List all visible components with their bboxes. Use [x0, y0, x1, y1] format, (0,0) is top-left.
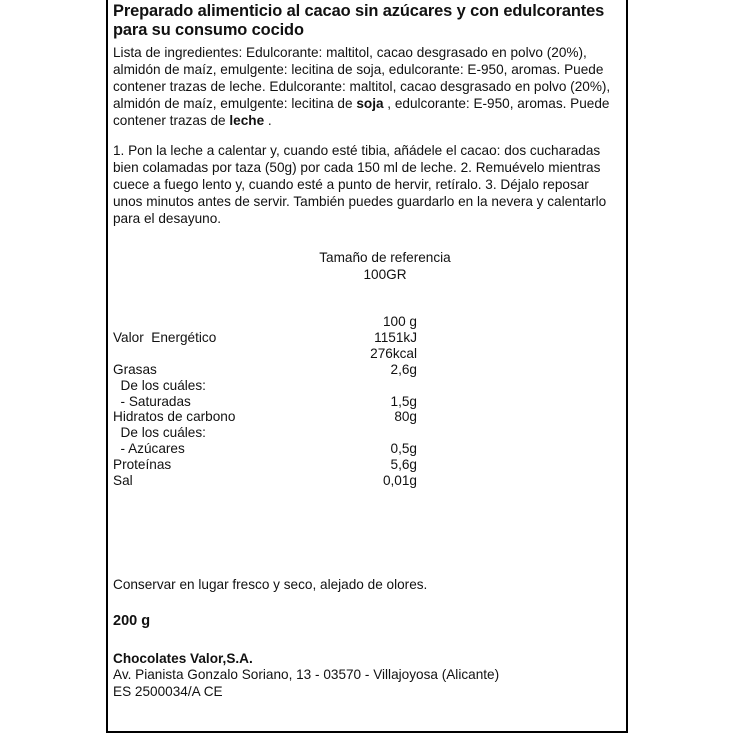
- reference-size-label: Tamaño de referencia: [319, 250, 451, 265]
- nutrition-row-label: Grasas: [113, 362, 157, 377]
- ingredients-text-1: Lista de ingredientes: Edulcorante: maltitol, cacao desgrasado en polvo (20%), almidón de maíz, emulgente: lecitina de soja, edulcorante: E-950, aromas. Puede contener trazas de leche. Edulcorante: maltitol, cacao desgrasado en polvo (20%), almidón de maíz, emulgente: lecitina de: [113, 45, 611, 111]
- storage-instructions: Conservar en lugar fresco y seco, alejado de olores.: [113, 577, 428, 592]
- net-weight: 200 g: [113, 613, 151, 629]
- nutrition-row-value: 80g: [394, 409, 417, 424]
- nutrition-row-value: 5,6g: [390, 457, 417, 472]
- per-100g-header: 100 g: [382, 314, 417, 329]
- ingredients-text-2: , edulcorante: E-950, aromas. Puede contener trazas de: [113, 96, 610, 128]
- nutrition-row-label: Valor Energético: [113, 330, 217, 345]
- nutrition-row-value: 1151kJ: [374, 330, 417, 345]
- nutrition-row-label: De los cuáles:: [113, 378, 206, 393]
- nutrition-row-value: 0,5g: [390, 441, 417, 456]
- nutrition-row-label: Hidratos de carbono: [113, 409, 236, 424]
- health-registration: ES 2500034/A CE: [113, 684, 223, 699]
- reference-size-value: 100GR: [363, 267, 407, 282]
- company-address: Av. Pianista Gonzalo Soriano, 13 - 03570 - Villajoyosa (Alicante): [113, 667, 500, 682]
- nutrition-row-value: 2,6g: [390, 362, 417, 377]
- preparation-instructions: 1. Pon la leche a calentar y, cuando esté tibia, añádele el cacao: dos cucharadas bien colamadas por taza (50g) por cada 150 ml de leche. 2. Remuévelo mientras cuece a fuego lento y, cuando esté a punto de hervir, retíralo. 3. Déjalo reposar unos minutos antes de servir. También puedes guardarlo en la nevera y calentarlo para el desayuno.: [113, 143, 607, 226]
- ingredients-text-3: .: [264, 113, 272, 128]
- nutrition-row-label: Proteínas: [113, 457, 172, 472]
- nutrition-row-label: - Saturadas: [113, 394, 191, 409]
- nutrition-row-value: 0,01g: [382, 473, 417, 488]
- product-title: Preparado alimenticio al cacao sin azúcares y con edulcorantes para su consumo cocido: [113, 2, 605, 39]
- nutrition-row-label: - Azúcares: [113, 441, 185, 456]
- nutrition-row-value: 276kcal: [370, 346, 417, 361]
- nutrition-row-value: 1,5g: [390, 394, 417, 409]
- nutrition-row-label: Sal: [113, 473, 133, 488]
- allergen-leche: leche: [229, 113, 265, 128]
- company-name: Chocolates Valor,S.A.: [113, 651, 253, 666]
- nutrition-row-label: De los cuáles:: [113, 425, 206, 440]
- allergen-soja: soja: [356, 96, 384, 111]
- ingredients-list: [113, 44, 618, 129]
